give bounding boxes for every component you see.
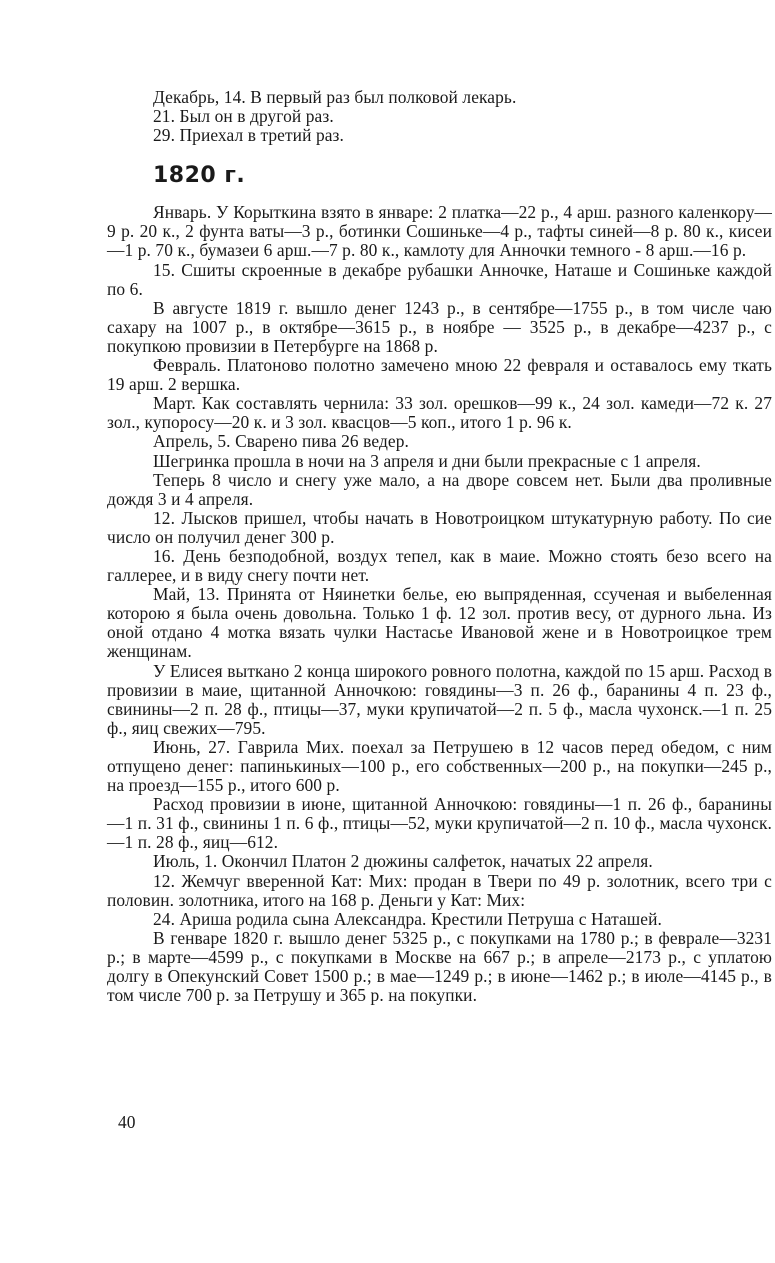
paragraph-expenses-1819: В августе 1819 г. вышло денег 1243 р., в сентябре—1755 р., в том числе чаю сахару на 1007 р., в октябре—3615 р., в ноябре — 3525 р., в декабре—4237 р., с покупкою провизии в Петербурге на 1868 р. (107, 297, 772, 356)
paragraph-april-5: Апрель, 5. Сварено пива 26 ведер. (153, 431, 409, 452)
paragraph-june-27: Июнь, 27. Гаврила Мих. поехал за Петрушею в 12 часов перед обедом, с ним отпущено денег: папинькиных—100 р., его собственных—200 р., на покупки—245 р., на проезд—155 р., итого 600 р. (107, 736, 772, 796)
paragraph-may-13: Май, 13. Принята от Няинетки белье, ею выпряденная, ссученая и выбеленная которою я была очень довольна. Только 1 ф. 12 зол. против весу, от дурного льна. Из оной отдано 4 мотка вязать чулки Настасье Ивановой жене и в Новотроицкое трем женщинам. (107, 584, 772, 662)
paragraph-shegrinka: Шегринка прошла в ночи на 3 апреля и дни были прекрасные с 1 апреля. (153, 450, 701, 471)
paragraph-shirts: 15. Сшиты скроенные в декабре рубашки Анночке, Наташе и Сошиньке каждой по 6. (107, 259, 772, 299)
paragraph-april-8: Теперь 8 число и снегу уже мало, а на дворе совсем нет. Были два проливные дождя 3 и 4 апреля. (107, 469, 772, 509)
paragraph-february: Февраль. Платоново полотно замечено мною 22 февраля и оставалось ему ткать 19 арш. 2 вершка. (107, 355, 772, 395)
paragraph-expenses-1820: В генваре 1820 г. вышло денег 5325 р., с покупками на 1780 р.; в феврале—3231 р.; в марте—4599 р., с покупками в Москве на 667 р.; в апреле—2173 р., с уплатою долгу в Опекунский Совет 1500 р.; в мае—1249 р.; в июне—1462 р.; в июле—4145 р., в том числе 700 р. за Петрушу и 365 р. на покупки. (107, 927, 772, 1006)
page-body (107, 88, 772, 1005)
year-heading: 1820 г. (153, 163, 246, 189)
paragraph-april-12: 12. Лысков пришел, чтобы начать в Новотроицком штукатурную работу. По сие число он получил денег 300 р. (107, 507, 772, 547)
intro-line-1: Декабрь, 14. В первый раз был полковой лекарь. (153, 87, 517, 107)
paragraph-elisei: У Елисея выткано 2 конца широкого ровного полотна, каждой по 15 арш. Расход в провизии в маие, щитанной Анночкою: говядины—3 п. 26 ф., баранины 4 п. 23 ф., свинины—2 п. 28 ф., птицы—37, муки крупичатой—2 п. 5 ф., масла чухонск.—1 п. 25 ф., яиц свежих—795. (107, 660, 772, 738)
page-number: 40 (118, 1112, 136, 1132)
intro-line-2: 21. Был он в другой раз. (153, 106, 334, 127)
paragraph-january: Январь. У Корыткина взято в январе: 2 платка—22 р., 4 арш. разного каленкору—9 р. 20 к., 2 фунта ваты—3 р., ботинки Сошиньке—4 р., тафты синей—8 р. 80 к., кисеи—1 р. 70 к., бумазеи 6 арш.—7 р. 80 к., камлоту для Анночки темного - 8 арш.—16 р. (107, 202, 772, 261)
paragraph-april-16: 16. День безподобной, воздух тепел, как в маие. Можно стоять безо всего на галлерее, и в виду снегу почти нет. (107, 545, 772, 586)
paragraph-june-provisions: Расход провизии в июне, щитанной Анночкою: говядины—1 п. 26 ф., баранины —1 п. 31 ф., свинины 1 п. 6 ф., птицы—52, муки крупичатой—2 п. 10 ф., масла чухонск.—1 п. 28 ф., яиц—612. (107, 794, 772, 853)
paragraph-march: Март. Как составлять чернила: 33 зол. орешков—99 к., 24 зол. камеди—72 к. 27 зол., купоросу—20 к. и 3 зол. квасцов—5 коп., итого 1 р. 96 к. (107, 393, 772, 433)
paragraph-july-12: 12. Жемчуг вверенной Кат: Мих: продан в Твери по 49 р. золотник, всего три с половин. золотника, итого на 168 р. Деньги у Кат: Мих: (107, 870, 772, 910)
paragraph-july-24: 24. Ариша родила сына Александра. Крестили Петруша с Наташей. (153, 908, 662, 929)
intro-line-3: 29. Приехал в третий раз. (153, 125, 344, 146)
paragraph-july-1: Июль, 1. Окончил Платон 2 дюжины салфеток, начатых 22 апреля. (153, 851, 653, 872)
